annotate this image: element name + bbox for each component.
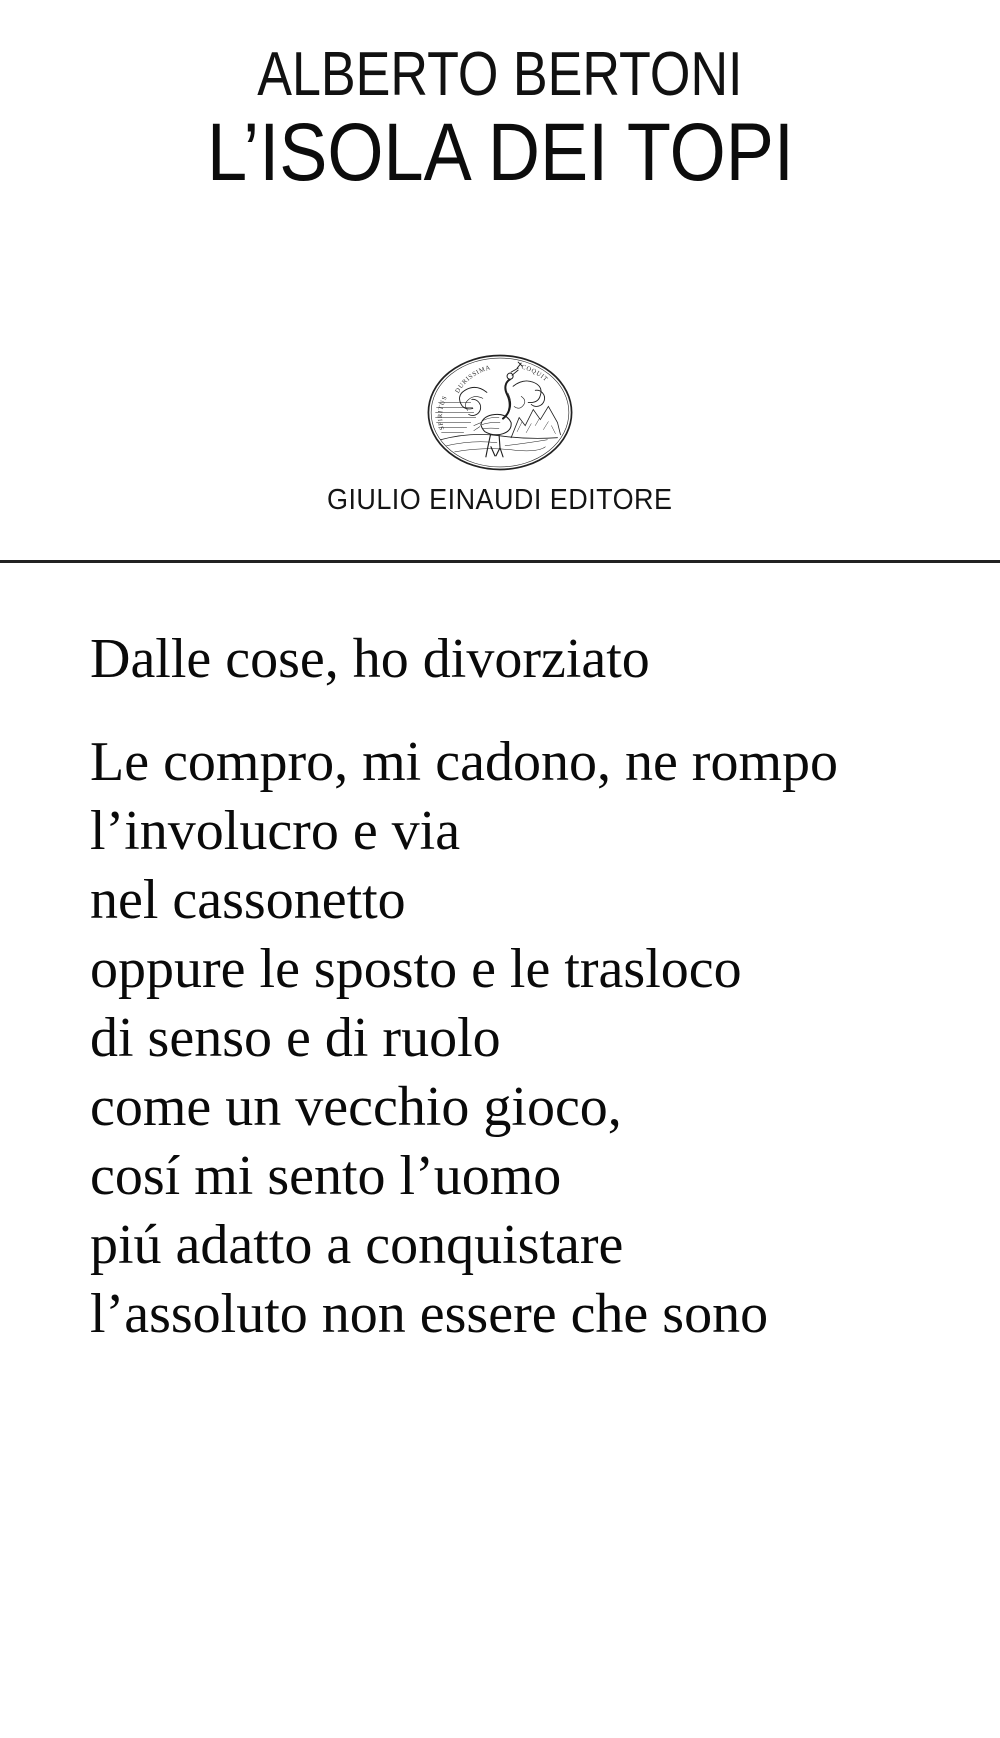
publisher-name-text: GIULIO EINAUDI EDITORE (327, 484, 673, 516)
page-title-text: L’ISOLA DEI TOPI (206, 107, 794, 198)
author-name (0, 40, 1000, 109)
poem-line: piú adatto a conquistare (90, 1214, 624, 1276)
poem-stanza-1 (90, 625, 960, 694)
poem-line: l’assoluto non essere che sono (90, 1283, 769, 1345)
poem-body (90, 625, 960, 1349)
divider-rule (0, 560, 1000, 563)
poem-line: Dalle cose, ho divorziato (90, 628, 650, 690)
poem-line: come un vecchio gioco, (90, 1076, 622, 1138)
poem-line: nel cassonetto (90, 869, 406, 931)
logo-motto-left-text: SPIRITUS (436, 394, 449, 431)
logo-motto-top-text: DURISSIMA (454, 364, 492, 395)
publisher-name (0, 486, 1000, 515)
logo-motto-right-text: COQUIT (520, 363, 550, 384)
poem-line: Le compro, mi cadono, ne rompo (90, 731, 839, 793)
author-name-text: ALBERTO BERTONI (257, 40, 743, 109)
poem-line: di senso e di ruolo (90, 1007, 501, 1069)
poem-line: l’involucro e via (90, 800, 461, 862)
poem-stanza-2 (90, 728, 960, 1349)
ostrich-emblem-icon (424, 352, 576, 473)
poem-line: oppure le sposto e le trasloco (90, 938, 742, 1000)
einaudi-ostrich-logo (424, 352, 576, 473)
page-title (0, 107, 1000, 198)
poem-line: cosí mi sento l’uomo (90, 1145, 562, 1207)
